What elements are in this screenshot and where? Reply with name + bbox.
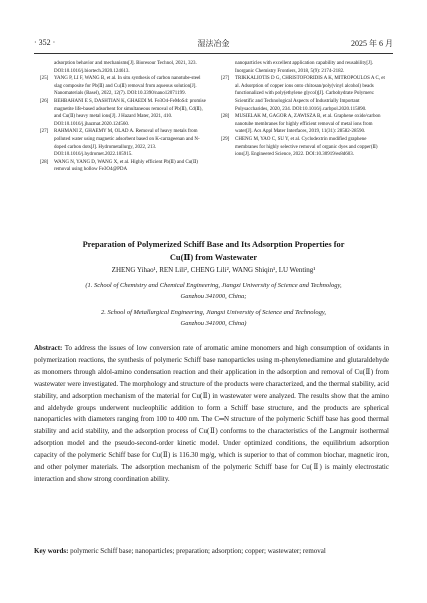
affiliation-line: Ganzhou 341000, China; <box>180 292 247 300</box>
reference-item: [28] WANG N, YANG D, WANG X, et al. Highly efficient Pb(Ⅱ) and Cu(Ⅱ) removal using hollow Fe3O4@PDA <box>40 159 198 173</box>
affiliation-line: Ganzhou 341000, China) <box>180 319 247 327</box>
issue-date: 2025 年 6 月 <box>351 39 393 48</box>
affiliation-2 <box>44 308 383 329</box>
page-header <box>34 36 393 50</box>
reference-item: nanoparticles with excellent application capability and reusability[J]. Inorganic Chemistry Frontiers, 2018, 5(9): 2174-2182. <box>235 61 373 74</box>
affiliation-line: 2. School of Metallurgical Engineering, Jiangxi University of Science and Technology, <box>101 309 326 316</box>
header-rule <box>34 53 393 54</box>
reference-item: adsorption behavior and mechanisms[J]. Bioresour Technol, 2021, 323. DOI:10.1016/j.biortech.2020.124613. <box>54 61 197 74</box>
abstract-text: To address the issues of low conversion rate of aromatic amine monomers and high consumption of oxidants in polymerization reactions, the synthesis of polymeric Schiff base nanoparticles using m-phenylenediamine and glutaraldehyde as monomers through aldol-amino condensation reaction and their application in the adsorption and removal of Cu(Ⅱ) from wastewater were investigated. The morphology and structure of the products were characterized, and the thermal stability, acid stability, and adsorption mechanism of the material for Cu(Ⅱ) in wastewater were analyzed. The results show that the amino and aldehyde groups underwent nucleophilic addition to form a Schiff base structure, and the products are spherical nanoparticles with diameters ranging from 100 to 400 nm. The C═N structure of the polymeric Schiff base has good thermal stability and acid stability, and the adsorption process of Cu(Ⅱ) conforms to the characteristics of the Langmuir isothermal adsorption model and the pseudo-second-order kinetic model. Under optimized conditions, the equilibrium adsorption capacity of the polymeric Schiff base for Cu(Ⅱ) is 116.30 mg/g, which is superior to that of common biochar, magnetic iron, and other polymer materials. The adsorption mechanism of the polymeric Schiff base for Cu(Ⅱ) is mainly electrostatic interaction and show strong coordination ability. <box>34 344 389 483</box>
title-line: Preparation of Polymerized Schiff Base and Its Adsorption Properties for <box>82 240 345 249</box>
affiliation-line: (1. School of Chemistry and Chemical Engineering, Jiangxi University of Science and Technology, <box>85 282 342 289</box>
article-title <box>34 239 393 264</box>
reference-item: [27] TRIKKALIOTIS D G, CHRISTOFORIDIS A K, MITROPOULOS A C, et al. Adsorption of copper ions onto chitosan/poly(vinyl alcohol) beads functionalized with poly(ethylene glycol)[J]. Carbohydrate Polymers: Scientific and Technological Aspects of Industrially Important Polysaccharides, 2020, 234. DOI:10.1016/j.carbpol.2020.115890. <box>221 76 385 112</box>
journal-name: 湿法冶金 <box>197 39 230 48</box>
reference-item: [27] RAHMANI Z, GHAEMY M, OLAD A. Removal of heavy metals from polluted water using magnetic adsorbent based on K-carrageenan and N-doped carbon dots[J]. Hydrometallurgy, 2022, 213. DOI:10.1016/j.hydromet.2022.105915. <box>40 129 200 158</box>
reference-item: [26] BEHBAHANI E S, DASHTIAN K, GHAEDI M. Fe3O4-FeMoS4: promise magnetite life-based adsorbent for simultaneous removal of Pb(Ⅱ), Cd(Ⅱ), and Cu(Ⅱ) heavy metal ions[J]. J Hazard Mater, 2021, 410. DOI:10.1016/j.jhazmat.2020.124560. <box>40 98 206 127</box>
abstract-label: Abstract: <box>34 344 63 352</box>
keywords-label: Key words: <box>34 547 69 555</box>
reference-item: [29] CHENG M, YAO C, SU Y, et al. Cyclodextrin modified graphene membranes for highly selective removal of organic dyes and copper(Ⅱ) ions[J]. Engineered Science, 2022. DOI:10.30919/es8d603. <box>221 136 378 158</box>
reference-item: [28] MUSIELAK M, GAGOR A, ZAWISZA B, et al. Graphene oxide/carbon nanotube membranes for highly efficient removal of metal ions from water[J]. Acs Appl Mater Interfaces, 2019, 11(31): 28582-28590. <box>221 114 381 135</box>
title-line: Cu(Ⅱ) from Wastewater <box>169 252 258 262</box>
references-right-column <box>221 60 389 159</box>
references-left-column <box>40 60 208 174</box>
keywords <box>34 546 389 558</box>
affiliation-1 <box>44 281 383 302</box>
author-list: ZHENG Yihao¹, REN Lili², CHENG Lili², WANG Shiqin¹, LU Wenting¹ <box>111 266 316 274</box>
reference-item: [25] YANG P, LI F, WANG B, et al. In situ synthesis of carbon nanotube-steel slag composite for Pb(Ⅱ) and Cu(Ⅱ) removal from aqueous solution[J]. Nanomaterials (Basel), 2022, 12(7). DOI:10.3390/nano12071199. <box>40 76 201 97</box>
abstract <box>34 343 389 486</box>
page-number: · 352 · <box>34 38 56 47</box>
keywords-text: polymeric Schiff base; nanoparticles; preparation; adsorption; copper; wastewater; removal <box>68 547 326 555</box>
